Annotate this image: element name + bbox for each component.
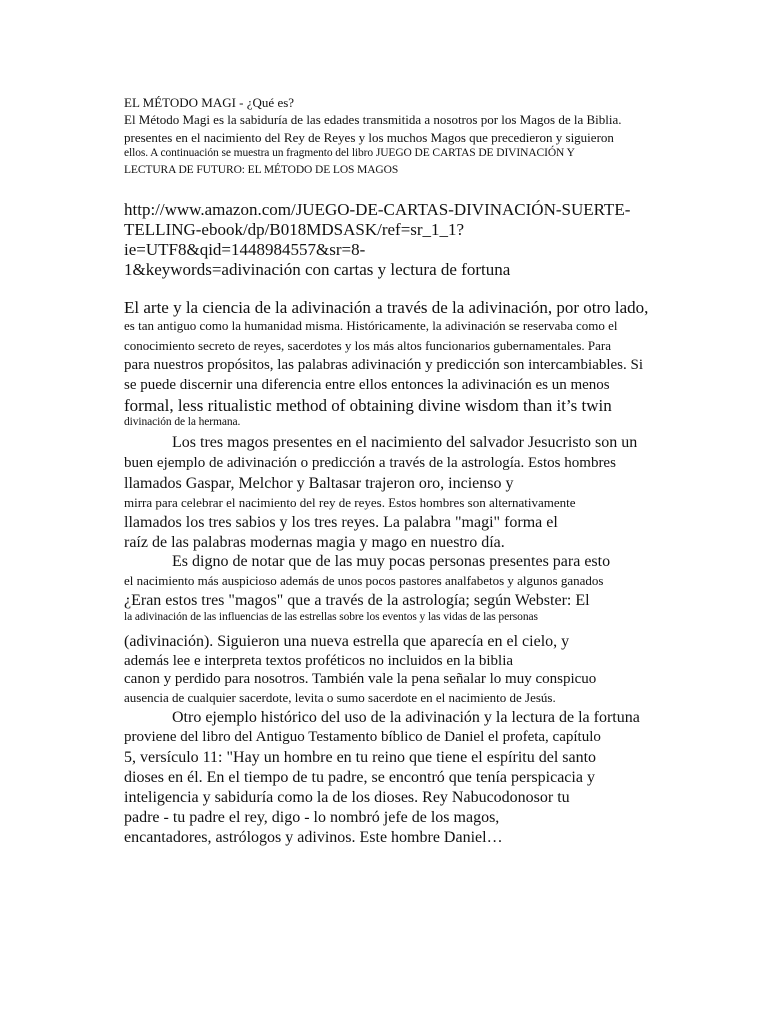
body-line: además lee e interpreta textos proféticos no incluidos en la biblia: [124, 653, 514, 669]
intro-line: LECTURA DE FUTURO: EL MÉTODO DE LOS MAGOS: [124, 164, 399, 176]
amazon-link-line: TELLING-ebook/dp/B018MDSASK/ref=sr_1_1?: [124, 220, 465, 239]
body-line: es tan antiguo como la humanidad misma. Históricamente, la adivinación se reservaba como el: [124, 318, 618, 333]
body-line: llamados Gaspar, Melchor y Baltasar trajeron oro, incienso y: [124, 475, 514, 492]
amazon-link-line: ie=UTF8&qid=1448984557&sr=8-: [124, 240, 366, 259]
body-line: El arte y la ciencia de la adivinación a través de la adivinación, por otro lado,: [124, 298, 649, 317]
body-line: proviene del libro del Antiguo Testamento bíblico de Daniel el profeta, capítulo: [124, 729, 601, 745]
body-line: padre - tu padre el rey, digo - lo nombró jefe de los magos,: [124, 809, 500, 826]
body-line: el nacimiento más auspicioso además de unos pocos pastores analfabetos y algunos ganados: [124, 573, 604, 588]
amazon-link-line: http://www.amazon.com/JUEGO-DE-CARTAS-DIVINACIÓN-SUERTE-: [124, 200, 631, 219]
intro-line: El Método Magi es la sabiduría de las edades transmitida a nosotros por los Magos de la Biblia.: [124, 112, 622, 127]
intro-line: presentes en el nacimiento del Rey de Reyes y los muchos Magos que precedieron y siguieron: [124, 130, 614, 145]
body-line: ¿Eran estos tres "magos" que a través de la astrología; según Webster: El: [124, 592, 590, 609]
body-line: mirra para celebrar el nacimiento del rey de reyes. Estos hombres son alternativamente: [124, 495, 576, 510]
body-line: para nuestros propósitos, las palabras adivinación y predicción son intercambiables. Si: [124, 357, 644, 373]
body-line: (adivinación). Siguieron una nueva estrella que aparecía en el cielo, y: [124, 633, 570, 650]
body-line: buen ejemplo de adivinación o predicción a través de la astrología. Estos hombres: [124, 455, 616, 471]
body-line: encantadores, astrólogos y adivinos. Este hombre Daniel…: [124, 829, 503, 846]
body-line: inteligencia y sabiduría como la de los dioses. Rey Nabucodonosor tu: [124, 789, 570, 806]
body-line: dioses en él. En el tiempo de tu padre, se encontró que tenía perspicacia y: [124, 769, 595, 786]
body-line: Es digno de notar que de las muy pocas personas presentes para esto: [172, 553, 611, 570]
body-line: Otro ejemplo histórico del uso de la adivinación y la lectura de la fortuna: [172, 709, 640, 726]
body-line: conocimiento secreto de reyes, sacerdotes y los más altos funcionarios gubernamentales. Para: [124, 338, 611, 353]
body-line: divinación de la hermana.: [124, 416, 241, 428]
body-line: ausencia de cualquier sacerdote, levita o sumo sacerdote en el nacimiento de Jesús.: [124, 690, 556, 705]
body-line: la adivinación de las influencias de las estrellas sobre los eventos y las vidas de las personas: [124, 611, 538, 623]
body-line: llamados los tres sabios y los tres reyes. La palabra "magi" forma el: [124, 514, 558, 531]
amazon-link-line: 1&keywords=adivinación con cartas y lectura de fortuna: [124, 260, 511, 279]
body-line: se puede discernir una diferencia entre ellos entonces la adivinación es un menos: [124, 377, 610, 393]
intro-line: ellos. A continuación se muestra un fragmento del libro JUEGO DE CARTAS DE DIVINACIÓN Y: [124, 147, 575, 159]
body-line: canon y perdido para nosotros. También vale la pena señalar lo muy conspicuo: [124, 671, 597, 687]
document-title: EL MÉTODO MAGI - ¿Qué es?: [124, 95, 295, 110]
body-line: Los tres magos presentes en el nacimiento del salvador Jesucristo son un: [172, 434, 638, 451]
body-line: 5, versículo 11: "Hay un hombre en tu reino que tiene el espíritu del santo: [124, 749, 597, 766]
body-line: raíz de las palabras modernas magia y mago en nuestro día.: [124, 534, 505, 551]
body-line: formal, less ritualistic method of obtaining divine wisdom than it’s twin: [124, 396, 612, 415]
